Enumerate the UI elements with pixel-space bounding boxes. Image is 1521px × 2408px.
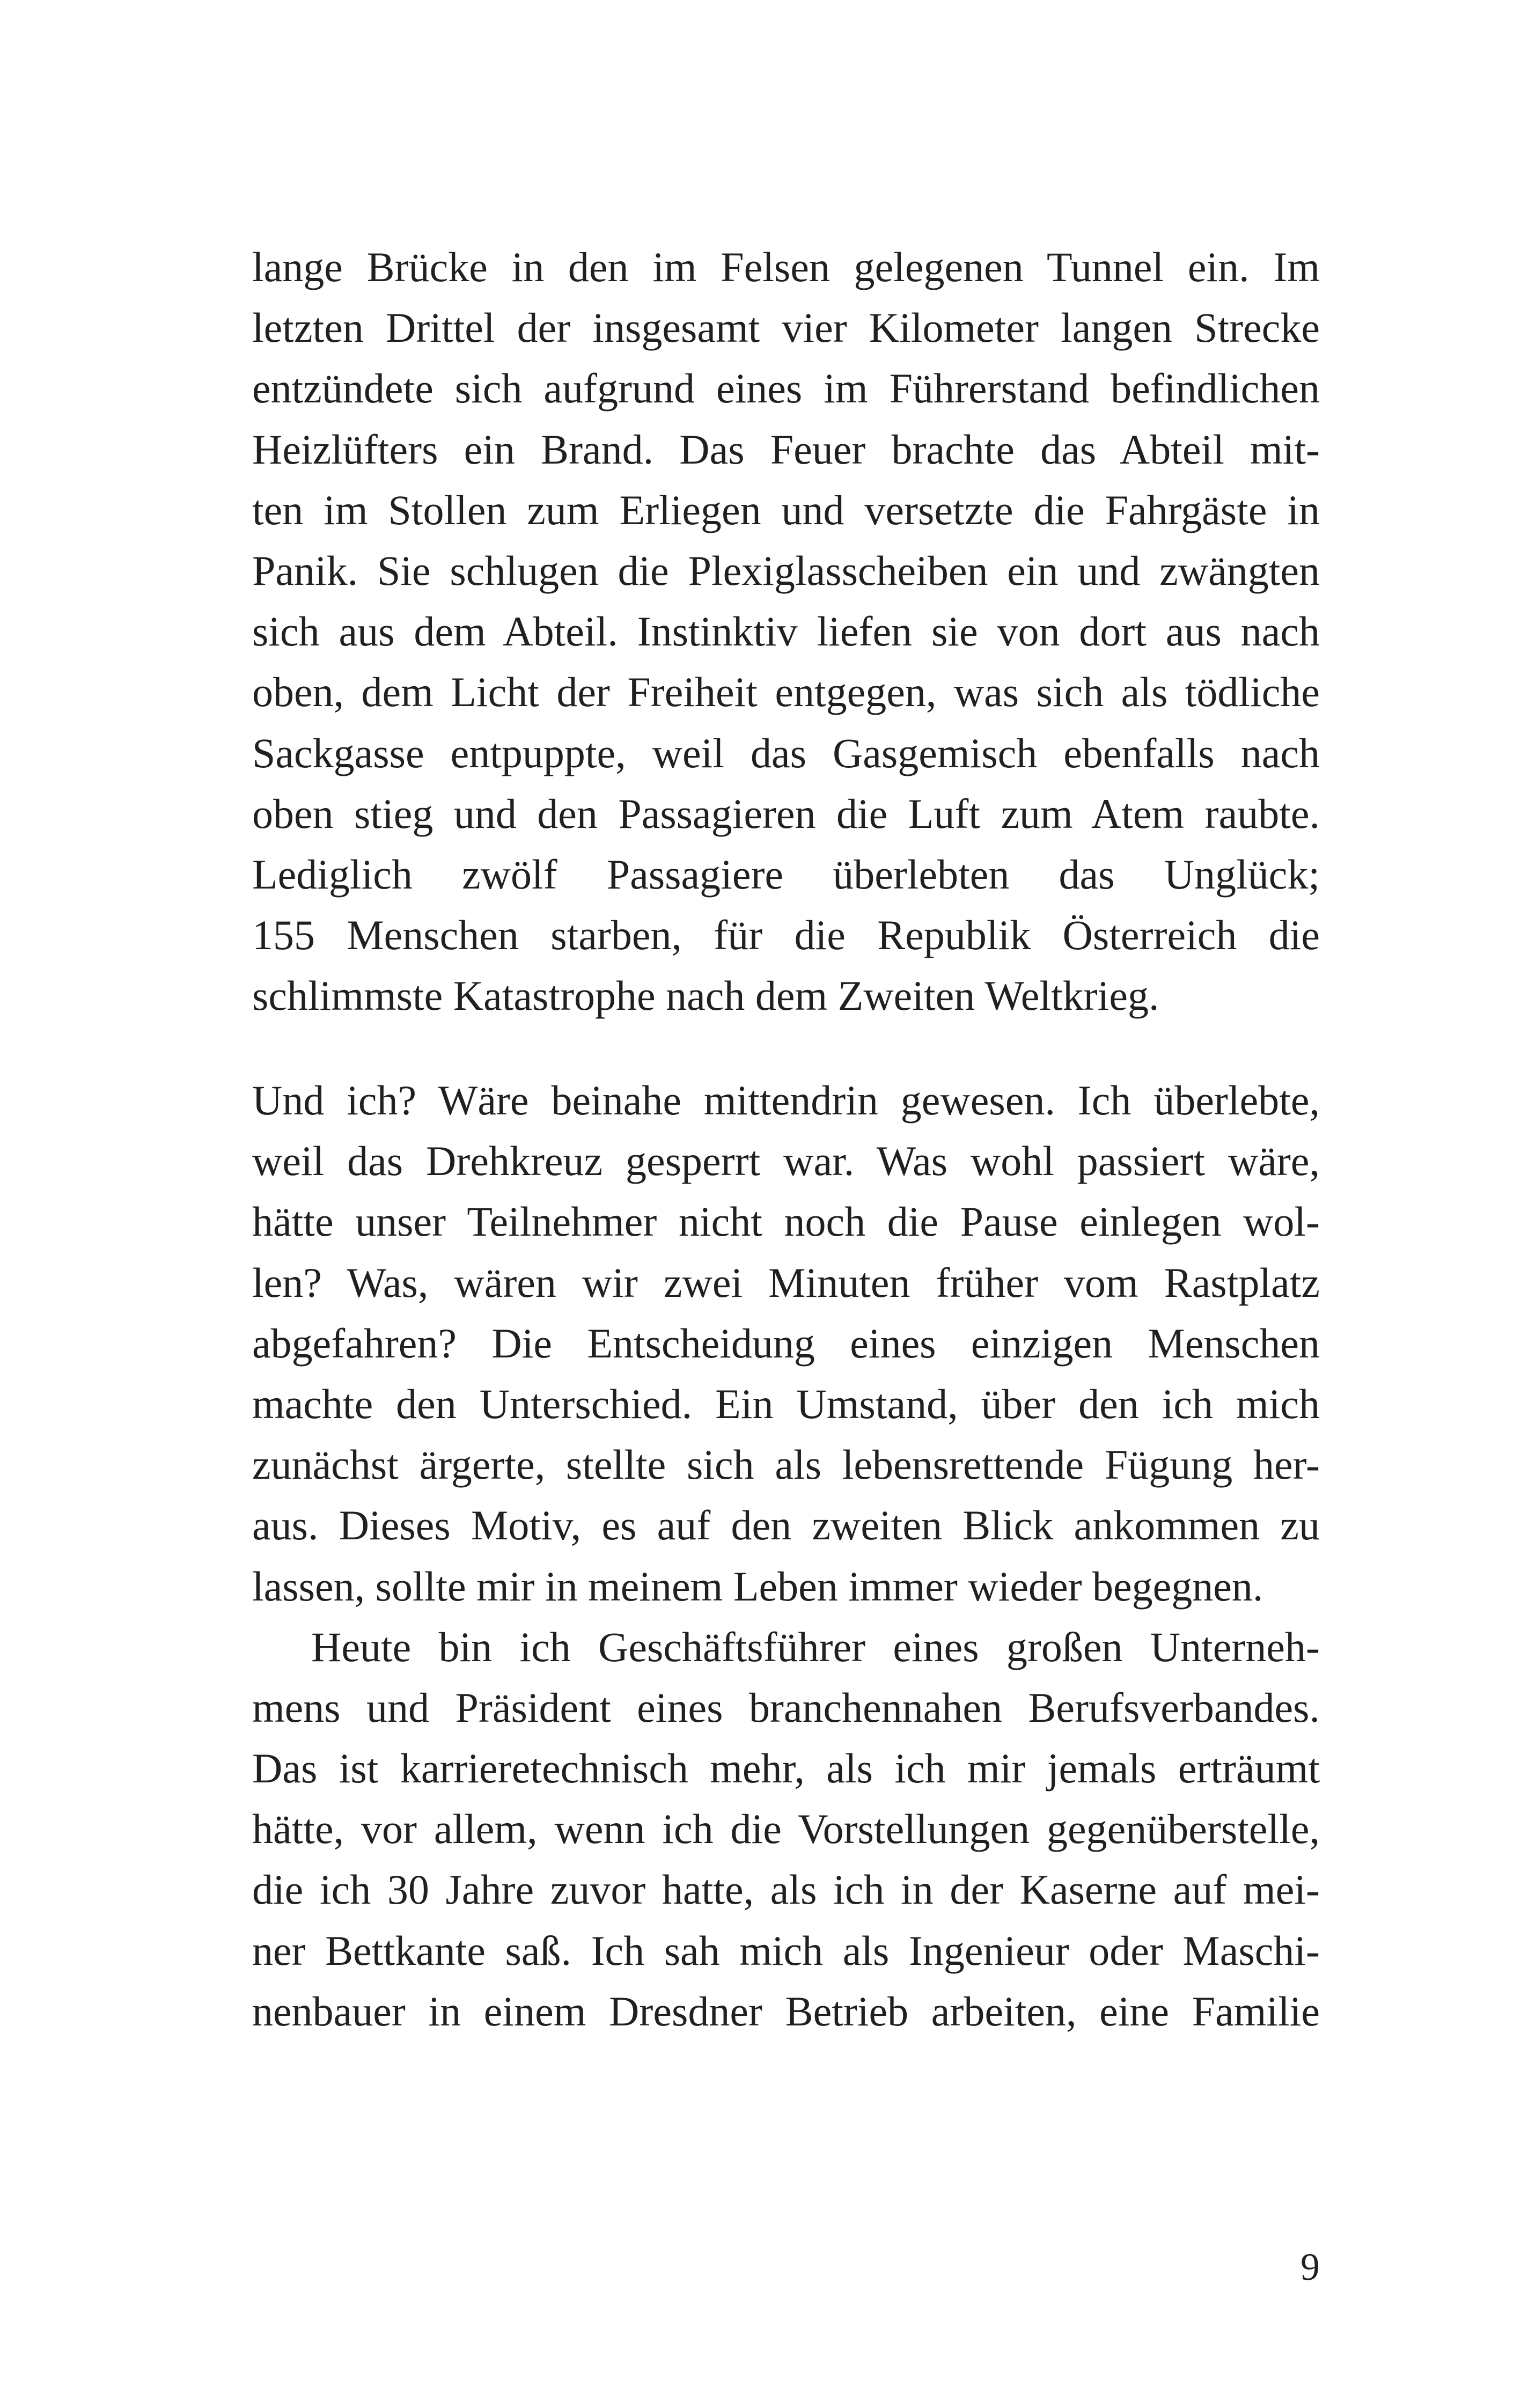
text-line: schlimmste Katastrophe nach dem Zweiten Weltkrieg. <box>252 972 1159 1019</box>
text-line: Das ist karrieretechnisch mehr, als ich mir jemals erträumt <box>252 1745 1320 1792</box>
text-line: zunächst ärgerte, stellte sich als lebensrettende Fügung her- <box>252 1441 1320 1488</box>
text-line: nenbauer in einem Dresdner Betrieb arbeiten, eine Familie <box>252 1987 1320 2035</box>
text-line: Heizlüfters ein Brand. Das Feuer brachte das Abteil mit- <box>252 425 1320 473</box>
text-line: oben stieg und den Passagieren die Luft zum Atem raubte. <box>252 790 1320 837</box>
text-line: Heute bin ich Geschäftsführer eines großen Unterneh- <box>311 1623 1320 1670</box>
text-line: die ich 30 Jahre zuvor hatte, als ich in der Kaserne auf mei- <box>252 1866 1320 1913</box>
text-line: sich aus dem Abteil. Instinktiv liefen sie von dort aus nach <box>252 608 1320 655</box>
text-line: aus. Dieses Motiv, es auf den zweiten Blick ankommen zu <box>252 1502 1320 1549</box>
text-line: abgefahren? Die Entscheidung eines einzigen Menschen <box>252 1319 1320 1367</box>
text-line: lassen, sollte mir in meinem Leben immer wieder begegnen. <box>252 1562 1263 1610</box>
text-line: Und ich? Wäre beinahe mittendrin gewesen. Ich überlebte, <box>252 1077 1320 1124</box>
text-line: mens und Präsident eines branchennahen Berufsverbandes. <box>252 1684 1320 1731</box>
paragraph-1 <box>252 237 1320 1026</box>
text-line: Lediglich zwölf Passagiere überlebten das Unglück; <box>252 850 1320 898</box>
text-line: entzündete sich aufgrund eines im Führerstand befindlichen <box>252 365 1320 412</box>
text-line: Sackgasse entpuppte, weil das Gasgemisch ebenfalls nach <box>252 729 1320 776</box>
text-line: hätte unser Teilnehmer nicht noch die Pause einlegen wol- <box>252 1198 1320 1245</box>
text-line: ten im Stollen zum Erliegen und versetzte die Fahrgäste in <box>252 486 1320 533</box>
text-line: ner Bettkante saß. Ich sah mich als Ingenieur oder Maschi- <box>252 1927 1320 1974</box>
page-number: 9 <box>1300 2245 1320 2288</box>
text-line: Panik. Sie schlugen die Plexiglasscheiben ein und zwängten <box>252 547 1320 594</box>
text-line: weil das Drehkreuz gesperrt war. Was wohl passiert wäre, <box>252 1137 1320 1185</box>
text-line: machte den Unterschied. Ein Umstand, über den ich mich <box>252 1380 1320 1427</box>
text-line: oben, dem Licht der Freiheit entgegen, was sich als tödliche <box>252 669 1320 716</box>
paragraph-2-3 <box>252 1070 1320 2042</box>
text-line: letzten Drittel der insgesamt vier Kilometer langen Strecke <box>252 304 1320 351</box>
text-line: 155 Menschen starben, für die Republik Österreich die <box>252 912 1320 959</box>
text-line: len? Was, wären wir zwei Minuten früher vom Rastplatz <box>252 1259 1320 1306</box>
text-line: lange Brücke in den im Felsen gelegenen Tunnel ein. Im <box>252 244 1320 290</box>
text-line: hätte, vor allem, wenn ich die Vorstellungen gegenüberstelle, <box>252 1805 1320 1853</box>
